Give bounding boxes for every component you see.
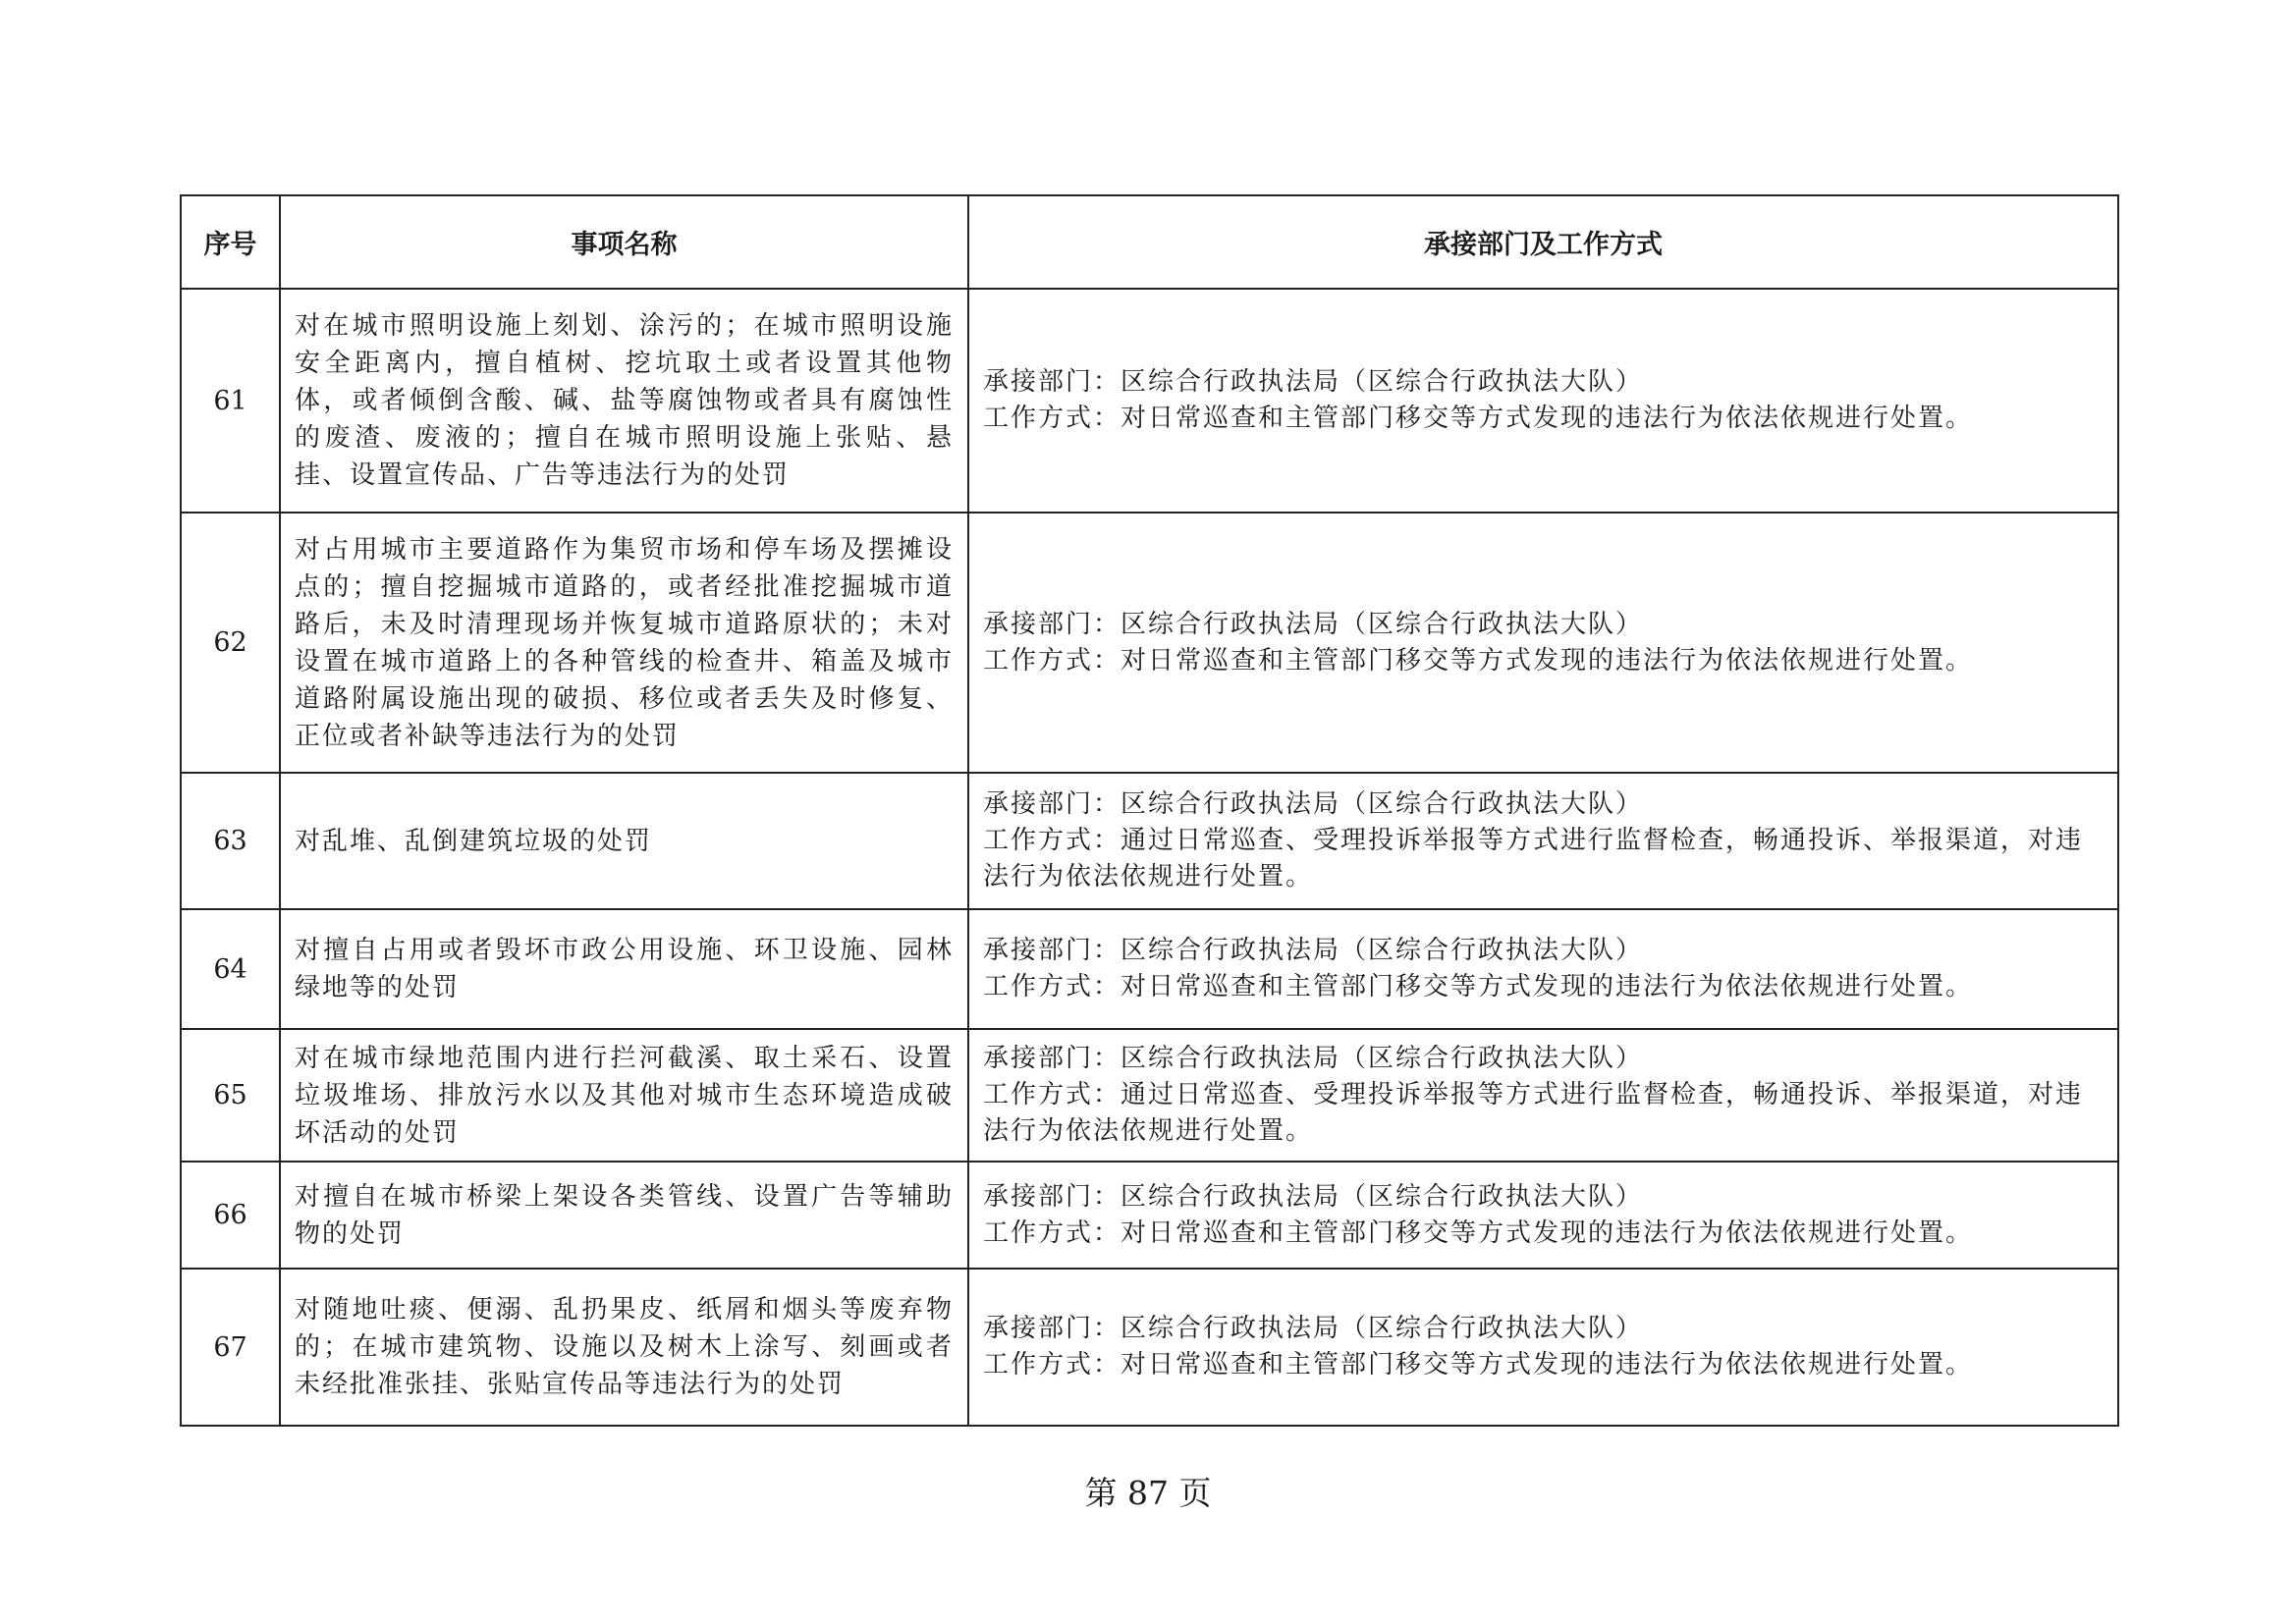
work-method-text: 工作方式：对日常巡查和主管部门移交等方式发现的违法行为依法依规进行处置。 [983,1217,1974,1248]
row-department-and-method [968,909,2118,1029]
matters-table [180,194,2119,1427]
department-text: 承接部门：区综合行政执法局（区综合行政执法大队） [983,1044,1644,1073]
page-number: 第 87 页 [1084,1474,1212,1512]
row-item-name: 对擅自占用或者毁坏市政公用设施、环卫设施、园林绿地等的处罚 [280,909,968,1029]
row-department-and-method [968,289,2118,513]
table-body [181,289,2118,1426]
header-item-name: 事项名称 [280,195,968,289]
department-text: 承接部门：区综合行政执法局（区综合行政执法大队） [983,936,1644,965]
work-method-text: 工作方式：对日常巡查和主管部门移交等方式发现的违法行为依法依规进行处置。 [983,1350,1974,1380]
row-department-and-method [968,1029,2118,1162]
work-method-text: 工作方式：通过日常巡查、受理投诉举报等方式进行监督检查，畅通投诉、举报渠道，对违法行为依法依规进行处置。 [983,1080,2084,1146]
department-text: 承接部门：区综合行政执法局（区综合行政执法大队） [983,367,1644,397]
department-text: 承接部门：区综合行政执法局（区综合行政执法大队） [983,1181,1644,1212]
department-text: 承接部门：区综合行政执法局（区综合行政执法大队） [983,1314,1644,1343]
table-row [181,1269,2118,1426]
row-serial-number: 61 [181,289,280,513]
table-row [181,773,2118,909]
row-serial-number: 66 [181,1162,280,1269]
work-method-text: 工作方式：对日常巡查和主管部门移交等方式发现的违法行为依法依规进行处置。 [983,645,1974,676]
header-serial-number: 序号 [181,195,280,289]
row-item-name: 对占用城市主要道路作为集贸市场和停车场及摆摊设点的；擅自挖掘城市道路的，或者经批准挖掘城市道路后，未及时清理现场并恢复城市道路原状的；未对设置在城市道路上的各种管线的检查井、箱盖及城市道路附属设施出现的破损、移位或者丢失及时修复、正位或者补缺等违法行为的处罚 [280,513,968,773]
table-row [181,1162,2118,1269]
row-item-name: 对在城市绿地范围内进行拦河截溪、取土采石、设置垃圾堆场、排放污水以及其他对城市生态环境造成破坏活动的处罚 [280,1029,968,1162]
row-serial-number: 65 [181,1029,280,1162]
work-method-text: 工作方式：对日常巡查和主管部门移交等方式发现的违法行为依法依规进行处置。 [983,404,1974,433]
row-item-name: 对乱堆、乱倒建筑垃圾的处罚 [280,773,968,909]
row-item-name: 对在城市照明设施上刻划、涂污的；在城市照明设施安全距离内，擅自植树、挖坑取土或者设置其他物体，或者倾倒含酸、碱、盐等腐蚀物或者具有腐蚀性的废渣、废液的；擅自在城市照明设施上张贴、悬挂、设置宣传品、广告等违法行为的处罚 [280,289,968,513]
row-serial-number: 63 [181,773,280,909]
table-row [181,909,2118,1029]
table-row [181,289,2118,513]
header-department-and-method: 承接部门及工作方式 [968,195,2118,289]
table-row [181,513,2118,773]
row-department-and-method [968,1162,2118,1269]
work-method-text: 工作方式：对日常巡查和主管部门移交等方式发现的违法行为依法依规进行处置。 [983,972,1974,1001]
row-department-and-method [968,773,2118,909]
row-item-name: 对随地吐痰、便溺、乱扔果皮、纸屑和烟头等废弃物的；在城市建筑物、设施以及树木上涂写、刻画或者未经批准张挂、张贴宣传品等违法行为的处罚 [280,1269,968,1426]
row-item-name: 对擅自在城市桥梁上架设各类管线、设置广告等辅助物的处罚 [280,1162,968,1269]
department-text: 承接部门：区综合行政执法局（区综合行政执法大队） [983,789,1644,819]
row-serial-number: 67 [181,1269,280,1426]
row-serial-number: 64 [181,909,280,1029]
work-method-text: 工作方式：通过日常巡查、受理投诉举报等方式进行监督检查，畅通投诉、举报渠道，对违法行为依法依规进行处置。 [983,826,2084,892]
department-text: 承接部门：区综合行政执法局（区综合行政执法大队） [983,609,1644,639]
table-header-row [181,195,2118,289]
row-department-and-method [968,513,2118,773]
table-row [181,1029,2118,1162]
row-serial-number: 62 [181,513,280,773]
row-department-and-method [968,1269,2118,1426]
